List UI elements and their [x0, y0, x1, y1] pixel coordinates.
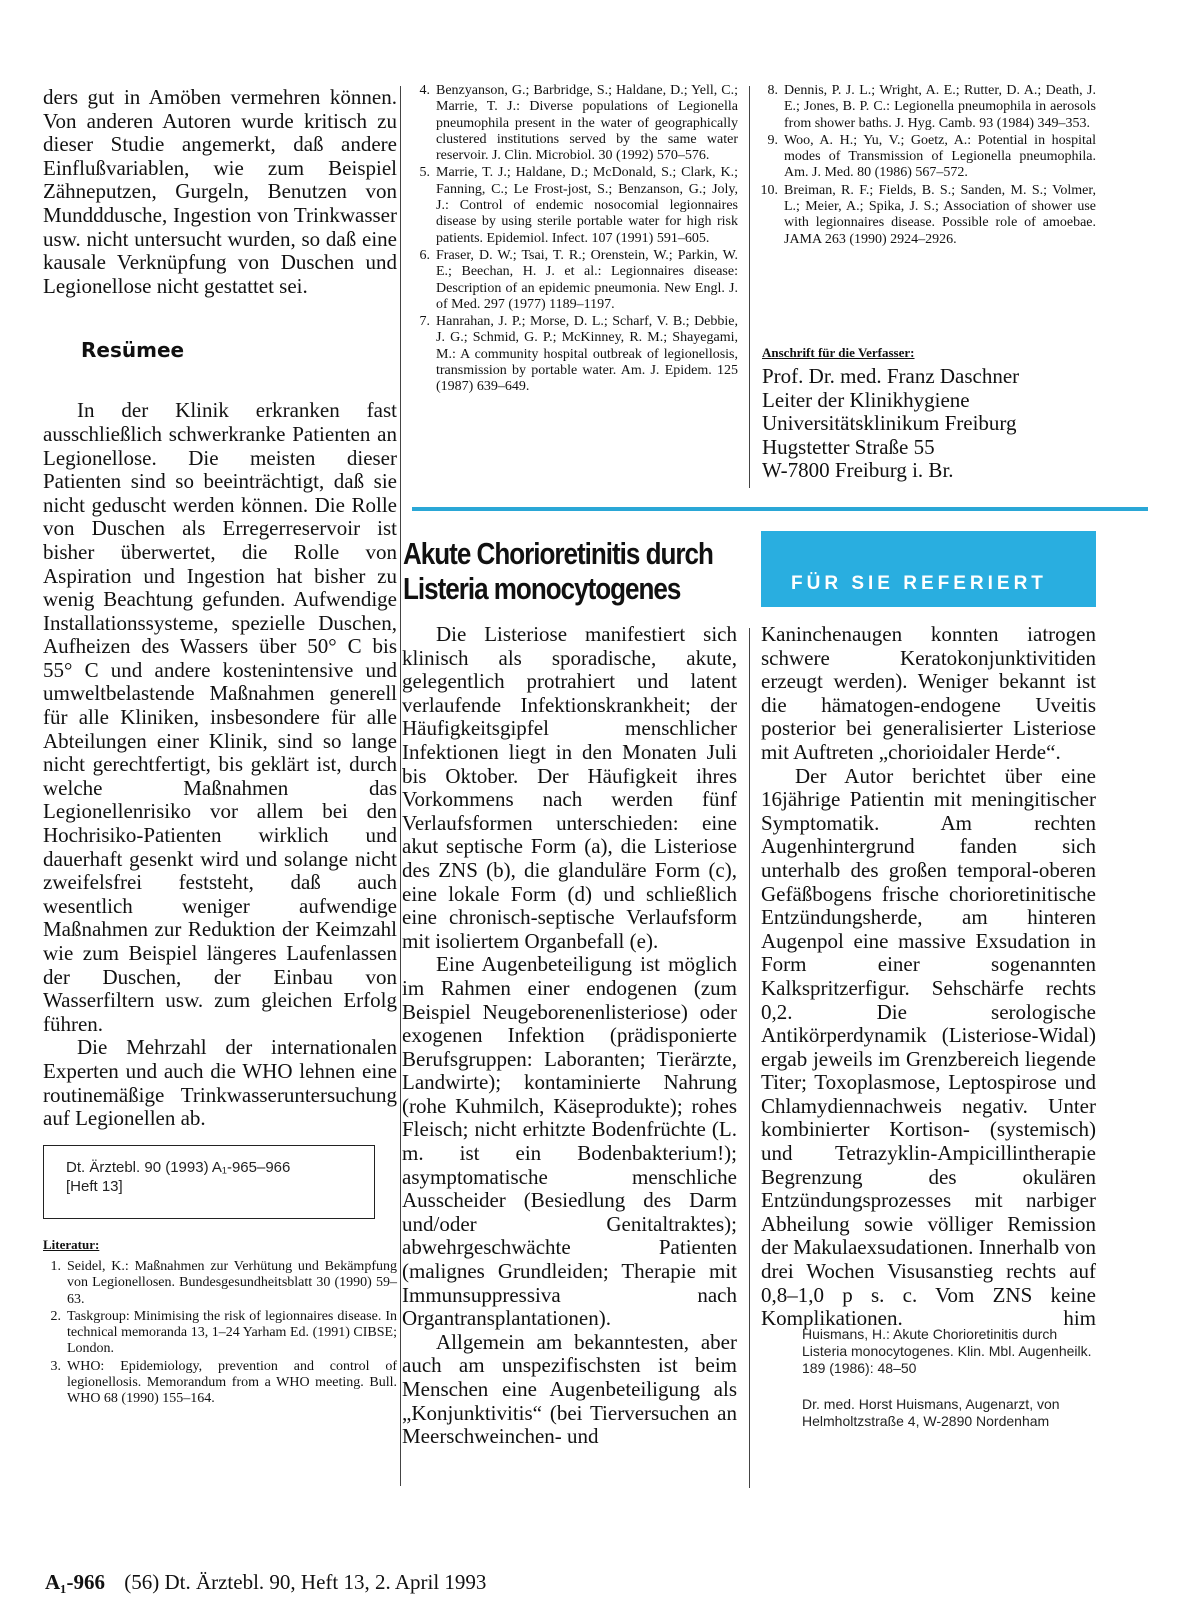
- issue-info: (56) Dt. Ärztebl. 90, Heft 13, 2. April 1993: [124, 1570, 487, 1594]
- reference-item: 5. Marrie, T. J.; Haldane, D.; McDonald, S.; Clark, K.; Fanning, C.; Le Frost-jost, S.; Benzanson, G.; Joly, J.: Control of endemic nosocomial legionnaires disease by using sterile portable water for high risk patients. Epidemiol. Infect. 107 (1991) 591–605.: [419, 165, 738, 246]
- left-paragraph-2: In der Klinik erkranken fast ausschließlich schwerkranke Patienten an Legionellose. Die meisten dieser Patienten sind so beeinträchtigt, daß sie nicht geduscht werden können. Die Rolle von Duschen als Erregerreservoir ist bisher überwertet, die Rolle von Aspiration und Ingestion hat bisher zu wenig Beachtung gefunden. Aufwendige Installationssysteme, spezielle Duschen, Aufheizen des Wassers über 50° C bis 55° C und andere kostenintensive und umweltbelastende Maßnahmen generell für alle Kliniken, insbesondere für alle Abteilungen einer Klinik, sind so lange nicht gerechtfertigt, bis geklärt ist, durch welche Maßnahmen das Legionellenrisiko vor allem bei den Hochrisiko-Patienten wirklich und dauerhaft gesenkt wird und solange nicht zweifelsfrei feststeht, daß auch wesentlich weniger aufwendige Maßnahmen zur Reduktion der Keimzahl wie zum Beispiel längeres Laufenlassen der Duschen, der Einbau von Wasserfiltern usw. zum gleichen Erfolg führen.: [43, 398, 397, 1036]
- middle-references: [412, 83, 738, 396]
- address-heading: Anschrift für die Verfasser:: [762, 345, 915, 360]
- column-rule-top-right: [749, 86, 750, 488]
- article-middle-column: [402, 623, 737, 1449]
- source-citation: Huismans, H.: Akute Chorioretinitis durch Listeria monocytogenes. Klin. Mbl. Augenheilk. 189 (1986): 48–50: [802, 1326, 1092, 1376]
- reference-item: 4. Benzyanson, G.; Barbridge, S.; Haldane, D.; Yell, C.; Marrie, T. J.: Diverse populations of Legionella pneumophila present in the water of geographically clustered institutions served by the same water reservoir. J. Clin. Microbiol. 30 (1992) 570–576.: [419, 83, 738, 164]
- reference-item: 8. Dennis, P. J. L.; Wright, A. E.; Rutter, D. A.; Death, J. E.; Jones, B. P. C.: Legionella pneumophila in aerosols from shower baths. J. Hyg. Camb. 93 (1984) 349–353.: [767, 83, 1096, 131]
- reference-item: 1. Seidel, K.: Maßnahmen zur Verhütung und Bekämpfung von Legionellosen. Bundesgesundheitsblatt 30 (1990) 59–63.: [50, 1259, 397, 1307]
- section-divider: [412, 507, 1148, 511]
- address-line: W-7800 Freiburg i. Br.: [762, 458, 954, 482]
- citation-line-2: [Heft 13]: [66, 1178, 123, 1195]
- literature-heading: Literatur:: [43, 1237, 100, 1252]
- column-rule-bottom-right: [749, 628, 750, 1488]
- address-line: Prof. Dr. med. Franz Daschner: [762, 364, 1020, 388]
- reference-item: 3. WHO: Epidemiology, prevention and control of legionellosis. Memorandum from a WHO meeting. Bull. WHO 68 (1990) 155–164.: [50, 1358, 397, 1407]
- author-address: [762, 345, 1142, 483]
- article-signature: him: [1063, 1305, 1096, 1330]
- reference-item: 6. Fraser, D. W.; Tsai, T. R.; Orenstein, W.; Parkin, W. E.; Beechan, H. J. et al.: Legionnaires disease: Description of an epidemic pneumonia. New Engl. J. of Med. 297 (1977) 1189–1197.: [419, 247, 738, 312]
- reference-item: 9. Woo, A. H.; Yu, V.; Goetz, A.: Potential in hospital modes of Transmission of Legionella pneumophila. Am. J. Med. 80 (1986) 567–572.: [767, 132, 1096, 181]
- article-paragraph-5: Der Autor berichtet über eine 16jährige Patientin mit meningitischer Symptomatik. Am rechten Augenhintergrund fanden sich unterhalb des großen temporal-oberen Gefäßbogens frische chorioretinitische Entzündungsherde, am hinteren Augenpol eine massive Exsudation in Form einer sogenannten Kalkspritzerfigur. Sehschärfe rechts 0,2. Die serologische Antikörperdynamik (Listeriose-Widal) ergab jeweils im Grenzbereich liegende Titer; Toxoplasmose, Leptospirose und Chlamydiennachweis negativ. Unter kombinierter Kortison- (systemisch) und Tetrazyklin-Ampicillintherapie Begrenzung des okulären Entzündungsprozesses mit narbiger Abheilung sowie völliger Remission der Makulaexsudationen. Innerhalb von drei Wochen Visusanstieg rechts auf 0,8–1,0 p s. c. Vom ZNS keine Komplikationen.: [761, 763, 1096, 1331]
- column-rule-left: [400, 86, 401, 1486]
- citation-box: [43, 1145, 375, 1219]
- left-paragraph-3: Die Mehrzahl der internationalen Experten und auch die WHO lehnen eine routinemäßige Trinkwasseruntersuchung auf Legionellen ab.: [43, 1035, 397, 1131]
- page-footer: [45, 1570, 486, 1595]
- left-paragraph-1: ders gut in Amöben vermehren können. Von anderen Autoren wurde kritisch zu dieser Studie angemerkt, daß andere Einflußvariablen, wie zum Beispiel Zähneputzen, Gurgeln, Benutzen von Mundddusche, Ingestion von Trinkwasser usw. nicht untersucht wurden, so daß eine kausale Verknüpfung von Duschen und Legionellose nicht gestattet sei.: [43, 85, 397, 298]
- article-paragraph-3: Allgemein am bekanntesten, aber auch am unspezifischsten ist beim Menschen eine Augenbeteiligung als „Konjunktivitis“ (bei Tierversuchen an Meerschweinchen- und: [402, 1329, 737, 1449]
- address-line: Hugstetter Straße 55: [762, 434, 935, 459]
- left-references: [43, 1237, 397, 1408]
- page-reference: A₁-966: [45, 1570, 105, 1594]
- citation-line-1: Dt. Ärztebl. 90 (1993) A₁-965–966: [66, 1159, 291, 1176]
- article-paragraph-1: Die Listeriose manifestiert sich klinisch als sporadische, akute, gelegentlich protrahiert und latent verlaufende Infektionskrankheit; der Häufigkeitsgipfel menschlicher Infektionen liegt in den Monaten Juli bis Oktober. Der Häufigkeit ihres Vorkommens nach werden fünf Verlaufsformen unterschieden: eine akut septische Form (a), die Listeriose des ZNS (b), die glanduläre Form (c), eine lokale Form (d) und schließlich eine chronisch-septische Verlaufsform mit isoliertem Organbefall (e).: [402, 622, 737, 953]
- article-paragraph-4: Kaninchenaugen konnten iatrogen schwere Keratokonjunktivitiden erzeugt werden). Weniger bekannt ist die hämatogen-endogene Uveitis posterior bei generalisierter Listeriose mit Auftreten „chorioidaler Herde“.: [761, 622, 1096, 764]
- badge-label: FÜR SIE REFERIERT: [791, 573, 1047, 594]
- author-citation: Dr. med. Horst Huismans, Augenarzt, von Helmholtzstraße 4, W-2890 Nordenham: [802, 1396, 1060, 1429]
- title-line-2: Listeria monocytogenes: [403, 571, 681, 606]
- reference-item: 10. Breiman, R. F.; Fields, B. S.; Sanden, M. S.; Volmer, L.; Meier, A.; Spika, J. S.; Association of shower use with legionnaires disease. Possible role of amoebae. JAMA 263 (1990) 2924–2926.: [760, 182, 1096, 247]
- article-paragraph-2: Eine Augenbeteiligung ist möglich im Rahmen einer endogenen (zum Beispiel Neugeborenenlisteriose) oder exogenen Infektion (prädisponierte Berufsgruppen: Laboranten; Tierärzte, Landwirte); kontaminierte Nahrung (rohe Kuhmilch, Käseprodukte); rohes Fleisch; nicht erhitzte Bodenfrüchte (L. m. ist ein Bodenbakterium!); asymptomatische menschliche Ausscheider (Besiedlung des Darm und/oder Genitaltraktes); abwehrgeschwächte Patienten (malignes Grundleiden; Therapie mit Immunsuppressiva nach Organtransplantationen).: [402, 952, 737, 1331]
- right-references: [760, 83, 1096, 248]
- reference-item: 7. Hanrahan, J. P.; Morse, D. L.; Scharf, V. B.; Debbie, J. G.; Schmid, G. P.; McKinney, R. M.; Shayegami, M.: A community hospital outbreak of legionellosis, transmission by portable water. Am. J. Epidem. 125 (1987) 639–649.: [419, 314, 738, 395]
- article-right-column: [761, 623, 1096, 1330]
- section-badge: [761, 531, 1096, 607]
- article-title: [403, 536, 823, 606]
- left-column: [43, 86, 397, 1131]
- title-line-1: Akute Chorioretinitis durch: [403, 536, 713, 571]
- address-line: Universitätsklinikum Freiburg: [762, 411, 1017, 435]
- reference-item: 2. Taskgroup: Minimising the risk of legionnaires disease. In technical memoranda 13, 1–24 Yarham Ed. (1991) CIBSE; London.: [50, 1308, 397, 1357]
- address-line: Leiter der Klinikhygiene: [762, 387, 970, 412]
- section-heading: Resümee: [81, 338, 185, 363]
